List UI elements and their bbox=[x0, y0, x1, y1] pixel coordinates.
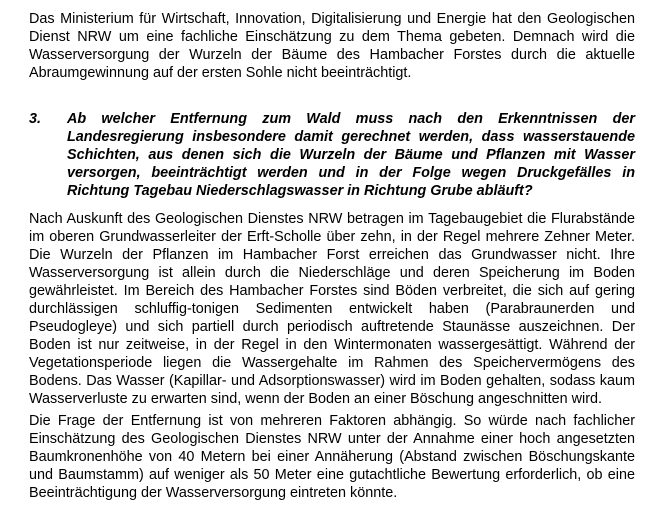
answer-paragraph-1: Nach Auskunft des Geologischen Dienstes NRW betragen im Tagebaugebiet die Flurabstände im oberen Grundwasserleiter der Erft-Scholle über zehn, in der Regel mehrere Zehner Meter. Die Wurzeln der Pflanzen im Hambacher Forst erreichen das Grundwasser nicht. Ihre Wasserversorgung ist allein durch die Niederschläge und deren Speicherung im Boden gewährleistet. Im Bereich des Hambacher Forstes sind Böden verbreitet, die sich auf gering durchlässigen schluffig-tonigen Sedimenten entwickelt haben (Parabraunerden und Pseudogleye) und sich partiell durch periodisch auftretende Staunässe auszeichnen. Der Boden ist nur zeitweise, in der Regel in den Wintermonaten wassergesättigt. Während der Vegetationsperiode liegen die Wassergehalte im Rahmen des Speichervermögens des Bodens. Das Wasser (Kapillar- und Adsorptionswasser) wird im Boden gehalten, sodass kaum Wasserverluste zu erwarten sind, wenn der Boden an einer Böschung angeschnitten wird. bbox=[29, 211, 635, 407]
intro-paragraph: Das Ministerium für Wirtschaft, Innovation, Digitalisierung und Energie hat den Geologischen Dienst NRW um eine fachliche Einschätzung zu dem Thema gebeten. Demnach wird die Wasserversorgung der Wurzeln der Bäume des Hambacher Forstes durch die aktuelle Abraumgewinnung auf der ersten Sohle nicht beeinträchtigt. bbox=[29, 11, 635, 81]
question-number: 3. bbox=[29, 111, 42, 127]
question-text: Ab welcher Entfernung zum Wald muss nach den Erkenntnissen der Landesregierung insbesondere damit gerechnet werden, dass wasserstauende Schichten, aus denen sich die Wurzeln der Bäume und Pflanzen mit Wasser versorgen, beeinträchtigt werden und in der Folge wegen Druckgefälles in Richtung Tagebau Niederschlagswasser in Richtung Grube abläuft? bbox=[67, 111, 635, 199]
answer-paragraph-2: Die Frage der Entfernung ist von mehreren Faktoren abhängig. So würde nach fachlicher Einschätzung des Geologischen Dienstes NRW unter der Annahme einer hoch angesetzten Baumkronenhöhe von 40 Metern bei einer Annäherung (Abstand zwischen Böschungskante und Baumstamm) auf weniger als 50 Meter eine gutachtliche Bewertung erforderlich, ob eine Beeinträchtigung der Wasserversorgung eintreten könnte. bbox=[29, 413, 635, 501]
